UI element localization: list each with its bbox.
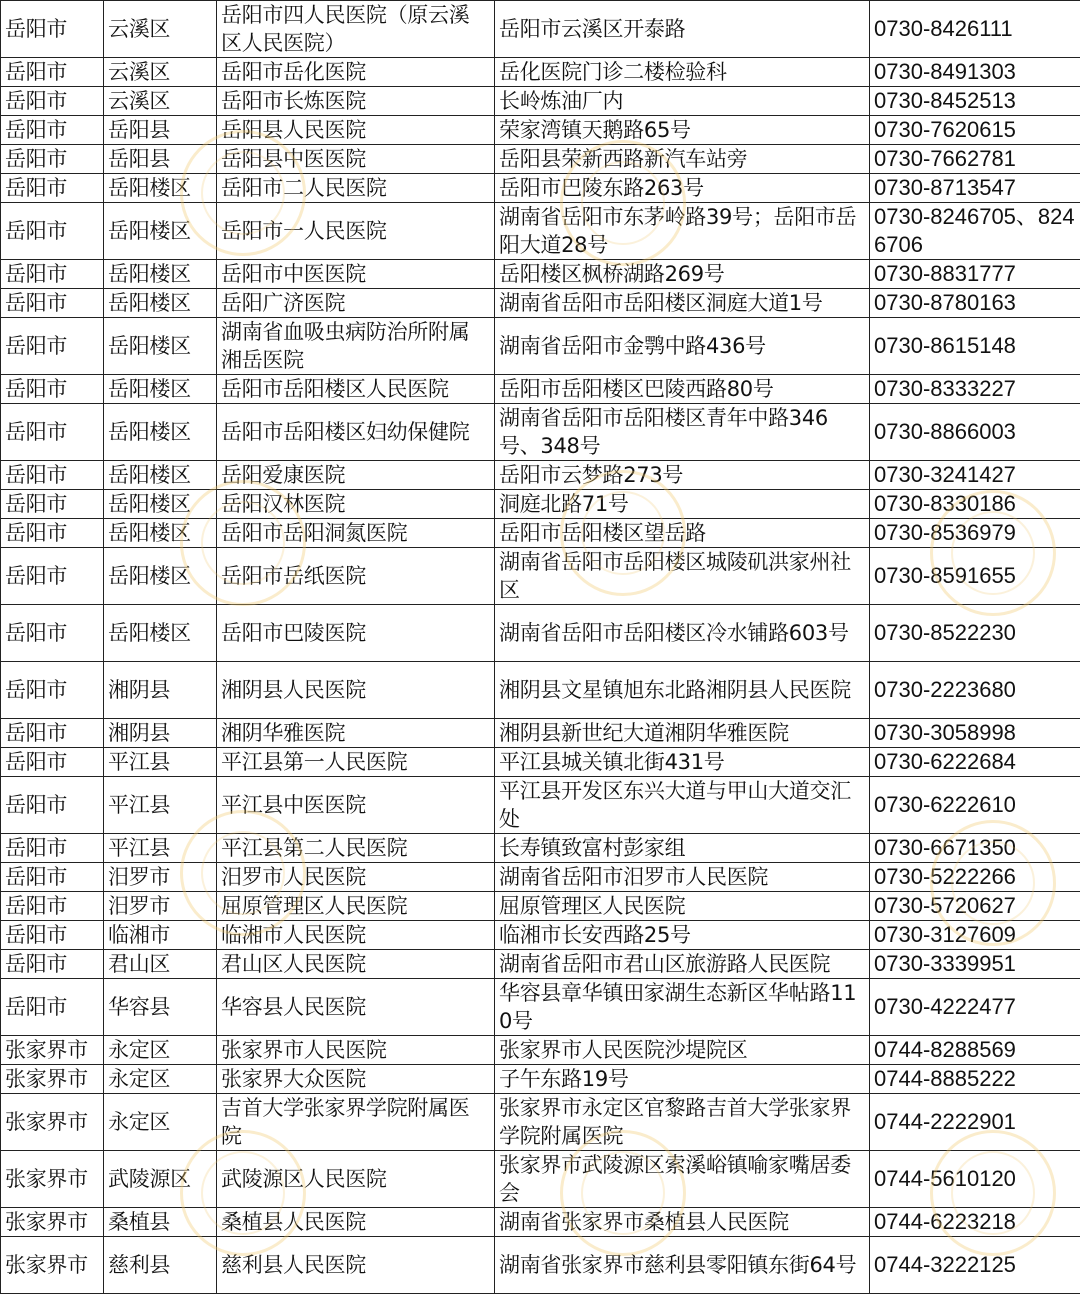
table-row xyxy=(1,863,1080,892)
city-cell: 岳阳市 xyxy=(1,490,104,519)
hospital-name-cell: 岳阳市四人民医院（原云溪区人民医院） xyxy=(217,1,495,58)
district-cell: 岳阳楼区 xyxy=(104,375,217,404)
district-cell: 岳阳楼区 xyxy=(104,461,217,490)
hospital-name-cell: 岳阳市岳阳楼区人民医院 xyxy=(217,375,495,404)
hospital-name-cell: 湘阴华雅医院 xyxy=(217,719,495,748)
hospital-name-cell: 平江县中医医院 xyxy=(217,777,495,834)
address-cell: 湖南省岳阳市东茅岭路39号；岳阳市岳阳大道28号 xyxy=(495,203,870,260)
hospital-name-cell: 湖南省血吸虫病防治所附属湘岳医院 xyxy=(217,318,495,375)
city-cell: 岳阳市 xyxy=(1,318,104,375)
address-cell: 湖南省张家界市慈利县零阳镇东街64号 xyxy=(495,1237,870,1294)
phone-cell: 0730-7662781 xyxy=(870,145,1080,174)
district-cell: 慈利县 xyxy=(104,1237,217,1294)
city-cell: 岳阳市 xyxy=(1,461,104,490)
district-cell: 湘阴县 xyxy=(104,662,217,719)
table-row xyxy=(1,777,1080,834)
address-cell: 长寿镇致富村彭家组 xyxy=(495,834,870,863)
address-cell: 岳阳市云溪区开泰路 xyxy=(495,1,870,58)
phone-cell: 0730-3058998 xyxy=(870,719,1080,748)
district-cell: 云溪区 xyxy=(104,87,217,116)
hospital-name-cell: 屈原管理区人民医院 xyxy=(217,892,495,921)
address-cell: 张家界市武陵源区索溪峪镇喻家嘴居委会 xyxy=(495,1151,870,1208)
city-cell: 张家界市 xyxy=(1,1036,104,1065)
phone-cell: 0730-4222477 xyxy=(870,979,1080,1036)
district-cell: 平江县 xyxy=(104,834,217,863)
hospital-name-cell: 岳阳市中医医院 xyxy=(217,260,495,289)
phone-cell: 0730-6671350 xyxy=(870,834,1080,863)
phone-cell: 0744-6223218 xyxy=(870,1208,1080,1237)
phone-cell: 0730-3339951 xyxy=(870,950,1080,979)
district-cell: 平江县 xyxy=(104,777,217,834)
table-row xyxy=(1,174,1080,203)
phone-cell: 0730-8536979 xyxy=(870,519,1080,548)
district-cell: 岳阳楼区 xyxy=(104,289,217,318)
district-cell: 平江县 xyxy=(104,748,217,777)
district-cell: 永定区 xyxy=(104,1094,217,1151)
table-row xyxy=(1,260,1080,289)
phone-cell: 0730-5720627 xyxy=(870,892,1080,921)
hospital-name-cell: 平江县第一人民医院 xyxy=(217,748,495,777)
phone-cell: 0730-7620615 xyxy=(870,116,1080,145)
table-row xyxy=(1,145,1080,174)
table-row xyxy=(1,58,1080,87)
phone-cell: 0730-8866003 xyxy=(870,404,1080,461)
phone-cell: 0730-8713547 xyxy=(870,174,1080,203)
city-cell: 岳阳市 xyxy=(1,145,104,174)
phone-cell: 0744-8288569 xyxy=(870,1036,1080,1065)
district-cell: 岳阳楼区 xyxy=(104,490,217,519)
phone-cell: 0730-8452513 xyxy=(870,87,1080,116)
address-cell: 湘阴县新世纪大道湘阴华雅医院 xyxy=(495,719,870,748)
district-cell: 汨罗市 xyxy=(104,863,217,892)
table-row xyxy=(1,950,1080,979)
hospital-name-cell: 张家界市人民医院 xyxy=(217,1036,495,1065)
hospital-name-cell: 岳阳市巴陵医院 xyxy=(217,605,495,662)
district-cell: 云溪区 xyxy=(104,58,217,87)
phone-cell: 0744-8885222 xyxy=(870,1065,1080,1094)
phone-cell: 0730-3127609 xyxy=(870,921,1080,950)
table-row xyxy=(1,921,1080,950)
hospital-name-cell: 岳阳市二人民医院 xyxy=(217,174,495,203)
address-cell: 湖南省岳阳市汨罗市人民医院 xyxy=(495,863,870,892)
hospital-name-cell: 岳阳市岳化医院 xyxy=(217,58,495,87)
address-cell: 岳阳市岳阳楼区巴陵西路80号 xyxy=(495,375,870,404)
hospital-name-cell: 君山区人民医院 xyxy=(217,950,495,979)
hospital-name-cell: 吉首大学张家界学院附属医院 xyxy=(217,1094,495,1151)
phone-cell: 0730-3241427 xyxy=(870,461,1080,490)
phone-cell: 0730-8333227 xyxy=(870,375,1080,404)
hospital-table-body xyxy=(1,1,1080,1294)
table-row xyxy=(1,318,1080,375)
table-row xyxy=(1,519,1080,548)
phone-cell: 0730-5222266 xyxy=(870,863,1080,892)
hospital-name-cell: 岳阳汉林医院 xyxy=(217,490,495,519)
hospital-name-cell: 桑植县人民医院 xyxy=(217,1208,495,1237)
phone-cell: 0730-8426111 xyxy=(870,1,1080,58)
table-row xyxy=(1,1237,1080,1294)
address-cell: 华容县章华镇田家湖生态新区华帖路110号 xyxy=(495,979,870,1036)
district-cell: 永定区 xyxy=(104,1036,217,1065)
phone-cell: 0744-5610120 xyxy=(870,1151,1080,1208)
address-cell: 湖南省岳阳市岳阳楼区城陵矶洪家州社区 xyxy=(495,548,870,605)
city-cell: 岳阳市 xyxy=(1,116,104,145)
address-cell: 临湘市长安西路25号 xyxy=(495,921,870,950)
city-cell: 张家界市 xyxy=(1,1151,104,1208)
hospital-name-cell: 慈利县人民医院 xyxy=(217,1237,495,1294)
hospital-name-cell: 岳阳市岳纸医院 xyxy=(217,548,495,605)
hospital-name-cell: 岳阳市长炼医院 xyxy=(217,87,495,116)
address-cell: 岳阳市巴陵东路263号 xyxy=(495,174,870,203)
address-cell: 平江县开发区东兴大道与甲山大道交汇处 xyxy=(495,777,870,834)
table-row xyxy=(1,375,1080,404)
city-cell: 岳阳市 xyxy=(1,260,104,289)
city-cell: 岳阳市 xyxy=(1,748,104,777)
city-cell: 岳阳市 xyxy=(1,548,104,605)
city-cell: 岳阳市 xyxy=(1,892,104,921)
city-cell: 岳阳市 xyxy=(1,950,104,979)
district-cell: 岳阳楼区 xyxy=(104,548,217,605)
district-cell: 岳阳县 xyxy=(104,116,217,145)
city-cell: 岳阳市 xyxy=(1,605,104,662)
table-row xyxy=(1,461,1080,490)
city-cell: 岳阳市 xyxy=(1,203,104,260)
hospital-name-cell: 湘阴县人民医院 xyxy=(217,662,495,719)
address-cell: 湖南省岳阳市金鹗中路436号 xyxy=(495,318,870,375)
hospital-name-cell: 岳阳市岳阳楼区妇幼保健院 xyxy=(217,404,495,461)
phone-cell: 0730-6222684 xyxy=(870,748,1080,777)
district-cell: 岳阳楼区 xyxy=(104,260,217,289)
hospital-name-cell: 武陵源区人民医院 xyxy=(217,1151,495,1208)
table-row xyxy=(1,892,1080,921)
address-cell: 湘阴县文星镇旭东北路湘阴县人民医院 xyxy=(495,662,870,719)
address-cell: 岳阳市云梦路273号 xyxy=(495,461,870,490)
phone-cell: 0730-8330186 xyxy=(870,490,1080,519)
address-cell: 湖南省岳阳市君山区旅游路人民医院 xyxy=(495,950,870,979)
table-row xyxy=(1,748,1080,777)
district-cell: 汨罗市 xyxy=(104,892,217,921)
phone-cell: 0744-2222901 xyxy=(870,1094,1080,1151)
address-cell: 洞庭北路71号 xyxy=(495,490,870,519)
address-cell: 岳化医院门诊二楼检验科 xyxy=(495,58,870,87)
district-cell: 岳阳楼区 xyxy=(104,519,217,548)
table-row xyxy=(1,662,1080,719)
phone-cell: 0730-8831777 xyxy=(870,260,1080,289)
district-cell: 岳阳楼区 xyxy=(104,404,217,461)
phone-cell: 0730-8591655 xyxy=(870,548,1080,605)
city-cell: 岳阳市 xyxy=(1,87,104,116)
table-row xyxy=(1,490,1080,519)
district-cell: 岳阳县 xyxy=(104,145,217,174)
city-cell: 岳阳市 xyxy=(1,174,104,203)
hospital-name-cell: 张家界大众医院 xyxy=(217,1065,495,1094)
district-cell: 华容县 xyxy=(104,979,217,1036)
district-cell: 云溪区 xyxy=(104,1,217,58)
district-cell: 君山区 xyxy=(104,950,217,979)
table-row xyxy=(1,1151,1080,1208)
hospital-name-cell: 岳阳爱康医院 xyxy=(217,461,495,490)
city-cell: 岳阳市 xyxy=(1,58,104,87)
phone-cell: 0730-2223680 xyxy=(870,662,1080,719)
hospital-name-cell: 临湘市人民医院 xyxy=(217,921,495,950)
table-row xyxy=(1,1036,1080,1065)
hospital-name-cell: 岳阳广济医院 xyxy=(217,289,495,318)
hospital-name-cell: 汨罗市人民医院 xyxy=(217,863,495,892)
hospital-name-cell: 岳阳县人民医院 xyxy=(217,116,495,145)
hospital-name-cell: 岳阳市岳阳洞氮医院 xyxy=(217,519,495,548)
table-row xyxy=(1,719,1080,748)
district-cell: 永定区 xyxy=(104,1065,217,1094)
city-cell: 岳阳市 xyxy=(1,777,104,834)
address-cell: 张家界市永定区官黎路吉首大学张家界学院附属医院 xyxy=(495,1094,870,1151)
table-row xyxy=(1,1208,1080,1237)
address-cell: 湖南省岳阳市岳阳楼区冷水铺路603号 xyxy=(495,605,870,662)
hospital-name-cell: 平江县第二人民医院 xyxy=(217,834,495,863)
hospital-name-cell: 岳阳县中医医院 xyxy=(217,145,495,174)
city-cell: 岳阳市 xyxy=(1,921,104,950)
table-row xyxy=(1,1094,1080,1151)
address-cell: 平江县城关镇北街431号 xyxy=(495,748,870,777)
district-cell: 桑植县 xyxy=(104,1208,217,1237)
district-cell: 岳阳楼区 xyxy=(104,203,217,260)
city-cell: 张家界市 xyxy=(1,1065,104,1094)
city-cell: 岳阳市 xyxy=(1,519,104,548)
phone-cell: 0730-8246705、8246706 xyxy=(870,203,1080,260)
district-cell: 岳阳楼区 xyxy=(104,174,217,203)
table-row xyxy=(1,548,1080,605)
phone-cell: 0730-8522230 xyxy=(870,605,1080,662)
table-row xyxy=(1,1,1080,58)
table-row xyxy=(1,289,1080,318)
phone-cell: 0730-8780163 xyxy=(870,289,1080,318)
table-row xyxy=(1,834,1080,863)
table-row xyxy=(1,404,1080,461)
district-cell: 岳阳楼区 xyxy=(104,318,217,375)
address-cell: 湖南省张家界市桑植县人民医院 xyxy=(495,1208,870,1237)
address-cell: 张家界市人民医院沙堤院区 xyxy=(495,1036,870,1065)
hospital-name-cell: 岳阳市一人民医院 xyxy=(217,203,495,260)
table-row xyxy=(1,116,1080,145)
phone-cell: 0730-8615148 xyxy=(870,318,1080,375)
district-cell: 岳阳楼区 xyxy=(104,605,217,662)
district-cell: 武陵源区 xyxy=(104,1151,217,1208)
address-cell: 荣家湾镇天鹅路65号 xyxy=(495,116,870,145)
address-cell: 湖南省岳阳市岳阳楼区洞庭大道1号 xyxy=(495,289,870,318)
address-cell: 湖南省岳阳市岳阳楼区青年中路346号、348号 xyxy=(495,404,870,461)
address-cell: 屈原管理区人民医院 xyxy=(495,892,870,921)
table-row xyxy=(1,87,1080,116)
phone-cell: 0730-6222610 xyxy=(870,777,1080,834)
table-row xyxy=(1,605,1080,662)
city-cell: 岳阳市 xyxy=(1,375,104,404)
address-cell: 岳阳楼区枫桥湖路269号 xyxy=(495,260,870,289)
city-cell: 岳阳市 xyxy=(1,404,104,461)
address-cell: 岳阳市岳阳楼区望岳路 xyxy=(495,519,870,548)
city-cell: 岳阳市 xyxy=(1,1,104,58)
city-cell: 岳阳市 xyxy=(1,834,104,863)
district-cell: 湘阴县 xyxy=(104,719,217,748)
city-cell: 岳阳市 xyxy=(1,719,104,748)
table-row xyxy=(1,203,1080,260)
phone-cell: 0744-3222125 xyxy=(870,1237,1080,1294)
address-cell: 子午东路19号 xyxy=(495,1065,870,1094)
district-cell: 临湘市 xyxy=(104,921,217,950)
city-cell: 岳阳市 xyxy=(1,662,104,719)
city-cell: 张家界市 xyxy=(1,1237,104,1294)
address-cell: 长岭炼油厂内 xyxy=(495,87,870,116)
phone-cell: 0730-8491303 xyxy=(870,58,1080,87)
city-cell: 岳阳市 xyxy=(1,863,104,892)
city-cell: 张家界市 xyxy=(1,1208,104,1237)
table-row xyxy=(1,979,1080,1036)
address-cell: 岳阳县荣新西路新汽车站旁 xyxy=(495,145,870,174)
table-row xyxy=(1,1065,1080,1094)
hospital-name-cell: 华容县人民医院 xyxy=(217,979,495,1036)
city-cell: 岳阳市 xyxy=(1,979,104,1036)
city-cell: 张家界市 xyxy=(1,1094,104,1151)
city-cell: 岳阳市 xyxy=(1,289,104,318)
